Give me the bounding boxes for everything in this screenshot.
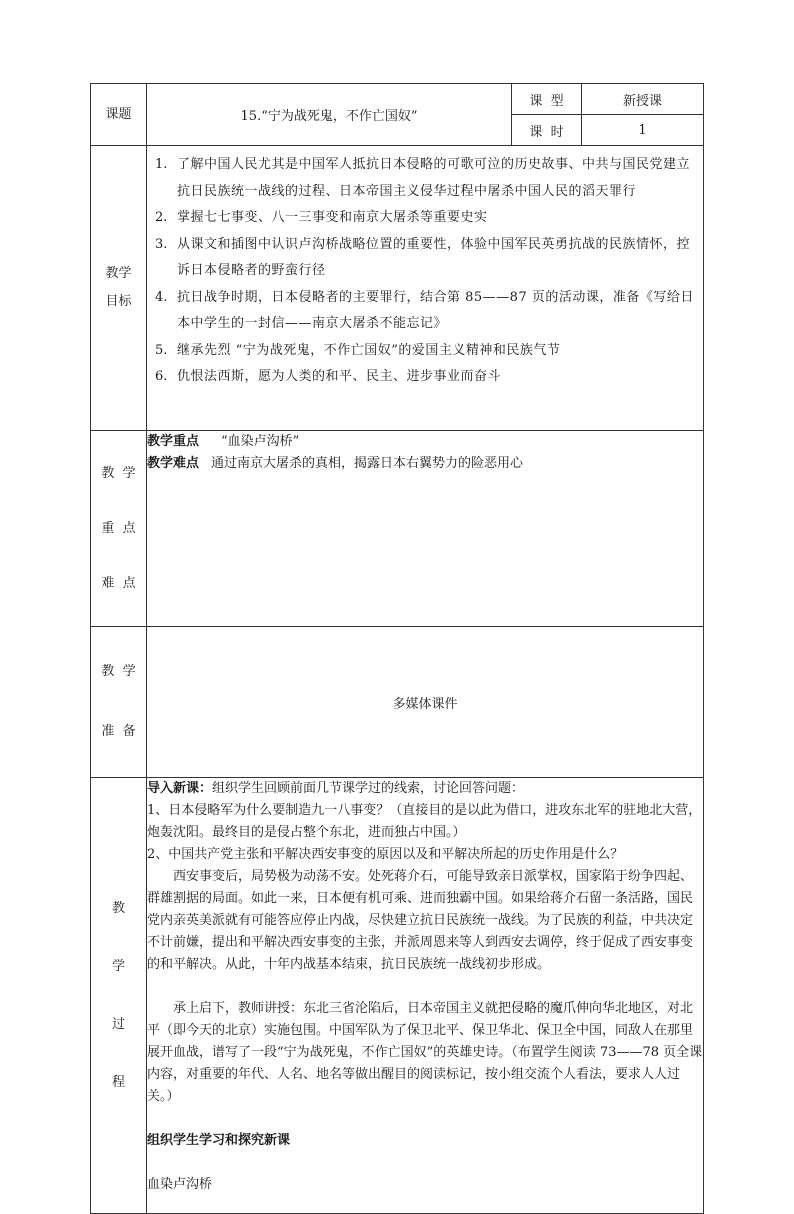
key-point-value: “血染卢沟桥” [221, 434, 300, 449]
question-2: 2、中国共产党主张和平解决西安事变的原因以及和平解决所起的历史作用是什么？ [147, 847, 624, 862]
intro-line: 导入新课：组织学生回顾前面几节课学过的线索，讨论回答问题： [147, 781, 525, 796]
goal-item: 6. 仇恨法西斯，愿为人类的和平、民主、进步事业而奋斗 [155, 369, 502, 384]
keypoints-cell [147, 431, 704, 627]
goal-item: 4. 抗日战争时期，日本侵略者的主要罪行，结合第 85——87 页的活动课，准备《写给日本中学生的一封信——南京大屠杀不能忘记》 [155, 289, 694, 331]
hours-value: 1 [582, 115, 704, 146]
type-value: 新授课 [582, 84, 704, 115]
hours-label: 课 时 [512, 115, 582, 146]
lesson-plan-table [90, 83, 704, 1214]
paragraph-transition: 承上启下，教师讲授：东北三省沦陷后，日本帝国主义就把侵略的魔爪伸向华北地区，对北平（即今天的北京）实施包围。中国军队为了保卫北平、保卫华北、保卫全中国，同敌人在那里展开血战，谱写了一段“宁为战死鬼，不作亡国奴”的英雄史诗。（布置学生阅读 73——78 页全课内容，对重要的年代、人名、地名等做出醒目的阅读标记，按小组交流个人看法，要求人人过关。） [147, 1001, 703, 1104]
paragraph-xian-incident: 西安事变后，局势极为动荡不安。处死蒋介石，可能导致亲日派掌权，国家陷于纷争四起、群雄割据的局面。如此一来，日本便有机可乘、进而独霸中国。如果给蒋介石留一条活路，国民党内亲英美派就有可能答应停止内战，尽快建立抗日民族统一战线。为了民族的利益，中共决定不计前嫌，提出和平解决西安事变的主张，并派周恩来等人到西安去调停，终于促成了西安事变的和平解决。从此，十年内战基本结束，抗日民族统一战线初步形成。 [147, 869, 694, 972]
goals-list [147, 146, 703, 395]
process-label: 教 学 过 程 [91, 778, 147, 1214]
question-1: 1、日本侵略军为什么要制造九一八事变？（直接目的是以此为借口，进攻东北军的驻地北大营，炮轰沈阳。最终目的是侵占整个东北，进而独占中国。） [147, 803, 702, 840]
key-point-label: 教学重点 [147, 434, 200, 449]
goal-item: 3. 从课文和插图中认识卢沟桥战略位置的重要性，体验中国军民英勇抗战的民族情怀，控诉日本侵略者的野蛮行径 [155, 236, 691, 278]
goal-item: 2. 掌握七七事变、八一三事变和南京大屠杀等重要史实 [155, 210, 488, 225]
keypoints-label: 教 学 重 点 难 点 [91, 431, 147, 627]
prep-value: 多媒体课件 [147, 627, 704, 778]
difficulty-line [147, 453, 703, 475]
section-title: 组织学生学习和探究新课 [147, 1133, 291, 1148]
prep-label: 教 学 准 备 [91, 627, 147, 778]
lesson-title: 15.“宁为战死鬼，不作亡国奴” [147, 84, 512, 146]
difficulty-label: 教学难点 [147, 456, 200, 471]
goals-list-cell [147, 146, 704, 431]
goals-label: 教学 目标 [91, 146, 147, 431]
process-content [147, 778, 704, 1214]
lesson-label: 课题 [91, 84, 147, 146]
type-label: 课 型 [512, 84, 582, 115]
goal-item: 5. 继承先烈 “宁为战死鬼，不作亡国奴”的爱国主义精神和民族气节 [155, 342, 561, 358]
difficulty-value: 通过南京大屠杀的真相，揭露日本右翼势力的险恶用心 [211, 456, 524, 471]
goal-item: 1. 了解中国人民尤其是中国军人抵抗日本侵略的可歌可泣的历史故事、中共与国民党建立抗日民族统一战线的过程、日本帝国主义侵华过程中屠杀中国人民的滔天罪行 [155, 157, 691, 199]
section-subtitle: 血染卢沟桥 [147, 1177, 213, 1192]
intro-label: 导入新课： [147, 781, 213, 796]
key-point-line [147, 431, 703, 453]
